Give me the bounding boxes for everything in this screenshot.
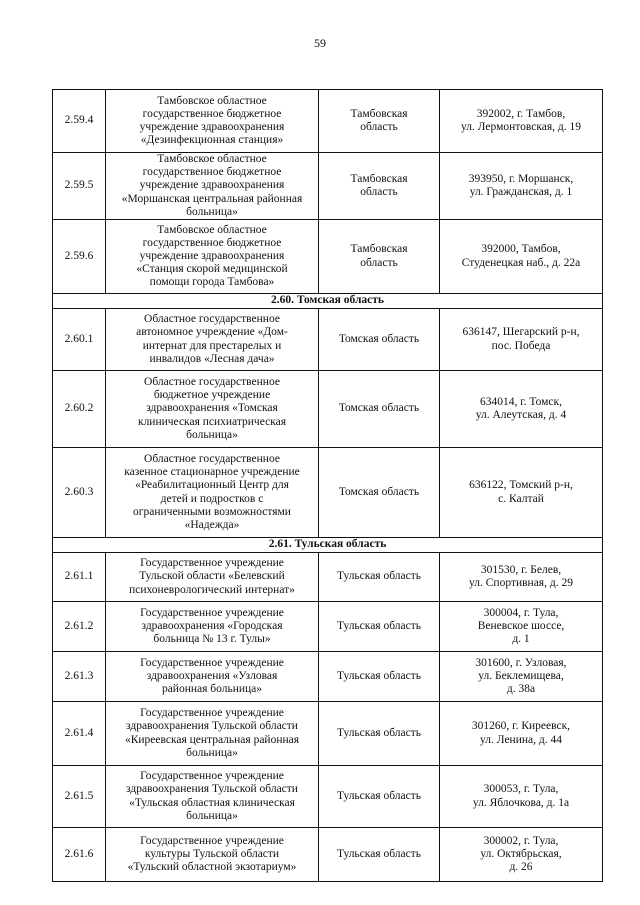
- text-line: 392000, Тамбов,: [481, 243, 561, 256]
- text-line: 2.61.6: [64, 847, 94, 860]
- institution-name-cell: [106, 766, 319, 828]
- text-line: интернат для престарелых и: [142, 339, 282, 352]
- text-line: 2.61.5: [64, 789, 94, 802]
- address-cell: [440, 652, 603, 702]
- text-line: Томская область: [338, 332, 420, 345]
- text-line: больница»: [186, 809, 238, 822]
- row-number-cell: [53, 309, 106, 371]
- table-row: [53, 371, 603, 448]
- address-cell: [440, 309, 603, 371]
- text-line: Областное государственное: [144, 452, 280, 465]
- address-cell: [440, 553, 603, 602]
- institution-name-cell: [106, 90, 319, 153]
- row-number-cell: [53, 652, 106, 702]
- text-line: здравоохранения «Томская: [146, 402, 278, 415]
- text-line: Государственное учреждение: [140, 557, 284, 570]
- text-line: 2.61.2: [64, 619, 94, 632]
- text-line: ул. Яблочкова, д. 1а: [472, 796, 570, 809]
- text-line: психоневрологический интернат»: [129, 583, 295, 596]
- text-line: ул. Спортивная, д. 29: [469, 577, 573, 590]
- text-line: ул. Алеутская, д. 4: [475, 409, 567, 422]
- text-line: с. Калтай: [498, 492, 544, 505]
- institution-name-cell: [106, 309, 319, 371]
- text-line: «Моршанская центральная районная: [121, 192, 303, 205]
- institution-name-cell: [106, 220, 319, 294]
- text-line: 2.59.4: [64, 114, 94, 127]
- institution-name-cell: [106, 371, 319, 448]
- text-line: Государственное учреждение: [140, 770, 284, 783]
- text-line: Тамбовское областное: [157, 94, 267, 107]
- text-line: «Станция скорой медицинской: [136, 263, 288, 276]
- region-cell: [319, 652, 440, 702]
- row-number-cell: [53, 766, 106, 828]
- text-line: 634014, г. Томск,: [480, 395, 562, 408]
- text-line: помощи города Тамбова»: [149, 276, 275, 289]
- address-cell: [440, 828, 603, 882]
- section-header-row: [53, 538, 603, 553]
- text-line: область: [360, 186, 398, 198]
- text-line: 392002, г. Тамбов,: [476, 107, 566, 120]
- text-line: детей и подростков с: [160, 492, 264, 505]
- region-cell: [319, 766, 440, 828]
- institutions-table: [52, 89, 603, 882]
- text-line: учреждение здравоохранения: [139, 121, 285, 133]
- text-line: Тульская область: [337, 669, 421, 682]
- table-row: [53, 828, 603, 882]
- section-title: 2.60. Томская область: [53, 294, 603, 309]
- text-line: Студенецкая наб., д. 22а: [461, 256, 581, 269]
- table-row: [53, 90, 603, 153]
- text-line: бюджетное учреждение: [153, 389, 271, 402]
- text-line: область: [360, 256, 398, 269]
- text-line: Тамбовское областное: [157, 153, 267, 165]
- text-line: Тамбовское областное: [157, 223, 267, 236]
- text-line: Тульской области «Белевский: [139, 570, 285, 583]
- text-line: автономное учреждение «Дом-: [136, 326, 288, 339]
- table-row: [53, 153, 603, 220]
- address-cell: [440, 448, 603, 538]
- text-line: учреждение здравоохранения: [139, 179, 285, 192]
- region-cell: [319, 371, 440, 448]
- text-line: область: [360, 121, 398, 133]
- row-number-cell: [53, 153, 106, 220]
- text-line: 301260, г. Киреевск,: [471, 720, 571, 733]
- text-line: Тамбовская: [350, 172, 408, 185]
- text-line: 2.59.5: [64, 179, 94, 192]
- table-row: [53, 448, 603, 538]
- text-line: больница»: [186, 746, 238, 759]
- text-line: 300004, г. Тула,: [483, 606, 559, 619]
- table-row: [53, 702, 603, 766]
- table-row: [53, 553, 603, 602]
- region-cell: [319, 602, 440, 652]
- text-line: «Надежда»: [184, 518, 240, 531]
- section-header-row: [53, 294, 603, 309]
- text-line: 2.61.3: [64, 669, 94, 682]
- region-cell: [319, 90, 440, 153]
- text-line: 2.60.2: [64, 402, 94, 415]
- address-cell: [440, 766, 603, 828]
- text-line: д. 38а: [506, 683, 536, 696]
- region-cell: [319, 309, 440, 371]
- row-number-cell: [53, 448, 106, 538]
- text-line: инвалидов «Лесная дача»: [149, 352, 275, 365]
- text-line: Тульская область: [337, 619, 421, 632]
- institution-name-cell: [106, 602, 319, 652]
- text-line: здравоохранения Тульской области: [126, 783, 298, 796]
- text-line: 301530, г. Белев,: [480, 563, 562, 576]
- region-cell: [319, 828, 440, 882]
- text-line: «Дезинфекционная станция»: [140, 134, 284, 147]
- text-line: учреждение здравоохранения: [139, 249, 285, 262]
- region-cell: [319, 553, 440, 602]
- text-line: Государственное учреждение: [140, 707, 284, 720]
- text-line: здравоохранения «Узловая: [146, 669, 278, 682]
- text-line: Тульская область: [337, 726, 421, 739]
- text-line: пос. Победа: [491, 339, 551, 352]
- table-row: [53, 220, 603, 294]
- section-title: 2.61. Тульская область: [53, 538, 603, 553]
- region-cell: [319, 702, 440, 766]
- text-line: 393950, г. Моршанск,: [468, 172, 574, 185]
- text-line: ограниченными возможностями: [133, 505, 291, 518]
- row-number-cell: [53, 90, 106, 153]
- text-line: Тульская область: [337, 789, 421, 802]
- institution-name-cell: [106, 702, 319, 766]
- institution-name-cell: [106, 448, 319, 538]
- table-row: [53, 766, 603, 828]
- text-line: «Реабилитационный Центр для: [135, 479, 289, 492]
- institution-name-cell: [106, 828, 319, 882]
- table-body: [53, 90, 603, 882]
- text-line: больница № 13 г. Тулы»: [153, 633, 271, 646]
- text-line: государственное бюджетное: [142, 107, 282, 120]
- row-number-cell: [53, 371, 106, 448]
- address-cell: [440, 602, 603, 652]
- text-line: Томская область: [338, 485, 420, 498]
- text-line: ул. Ленина, д. 44: [480, 733, 562, 746]
- text-line: 636122, Томский р-н,: [469, 479, 573, 492]
- institution-name-cell: [106, 553, 319, 602]
- table-row: [53, 602, 603, 652]
- text-line: клиническая психиатрическая: [137, 415, 287, 428]
- text-line: Государственное учреждение: [140, 834, 284, 847]
- text-line: казенное стационарное учреждение: [124, 466, 300, 479]
- region-cell: [319, 220, 440, 294]
- region-cell: [319, 153, 440, 220]
- text-line: здравоохранения «Городская: [141, 619, 283, 632]
- text-line: Тамбовская: [350, 107, 408, 120]
- row-number-cell: [53, 602, 106, 652]
- page-number: 59: [314, 36, 326, 50]
- address-cell: [440, 220, 603, 294]
- text-line: Веневское шоссе,: [477, 619, 565, 632]
- row-number-cell: [53, 553, 106, 602]
- text-line: 2.60.1: [64, 332, 94, 345]
- address-cell: [440, 702, 603, 766]
- text-line: 2.61.1: [64, 570, 94, 583]
- table-row: [53, 652, 603, 702]
- text-line: 2.61.4: [64, 726, 94, 739]
- row-number-cell: [53, 828, 106, 882]
- text-line: ул. Гражданская, д. 1: [469, 186, 573, 198]
- text-line: Областное государственное: [144, 313, 280, 326]
- text-line: Тульская область: [337, 570, 421, 583]
- region-cell: [319, 448, 440, 538]
- text-line: 636147, Шегарский р-н,: [462, 326, 580, 339]
- address-cell: [440, 90, 603, 153]
- text-line: ул. Октябрьская,: [480, 847, 562, 860]
- table-row: [53, 309, 603, 371]
- text-line: д. 26: [509, 861, 533, 874]
- text-line: ул. Лермонтовская, д. 19: [460, 121, 582, 133]
- address-cell: [440, 371, 603, 448]
- text-line: «Тульская областная клиническая: [129, 796, 295, 809]
- text-line: больница»: [186, 428, 238, 441]
- text-line: государственное бюджетное: [142, 166, 282, 179]
- text-line: больница»: [186, 205, 238, 218]
- text-line: районная больница»: [161, 683, 263, 696]
- text-line: 301600, г. Узловая,: [475, 656, 567, 669]
- text-line: Государственное учреждение: [140, 656, 284, 669]
- text-line: Тамбовская: [350, 243, 408, 256]
- text-line: 2.59.6: [64, 249, 94, 262]
- text-line: Государственное учреждение: [140, 606, 284, 619]
- text-line: «Тульский областной экзотариум»: [127, 861, 297, 874]
- text-line: д. 1: [512, 633, 530, 646]
- text-line: 300053, г. Тула,: [483, 783, 559, 796]
- text-line: 300002, г. Тула,: [483, 834, 559, 847]
- text-line: 2.60.3: [64, 485, 94, 498]
- institution-name-cell: [106, 153, 319, 220]
- text-line: Тульская область: [337, 847, 421, 860]
- text-line: культуры Тульской области: [144, 847, 280, 860]
- institution-name-cell: [106, 652, 319, 702]
- text-line: здравоохранения Тульской области: [126, 720, 298, 733]
- row-number-cell: [53, 702, 106, 766]
- text-line: «Киреевская центральная районная: [124, 733, 300, 746]
- text-line: Областное государственное: [144, 376, 280, 388]
- text-line: ул. Беклемищева,: [478, 669, 564, 682]
- address-cell: [440, 153, 603, 220]
- row-number-cell: [53, 220, 106, 294]
- text-line: Томская область: [338, 402, 420, 415]
- text-line: государственное бюджетное: [142, 236, 282, 249]
